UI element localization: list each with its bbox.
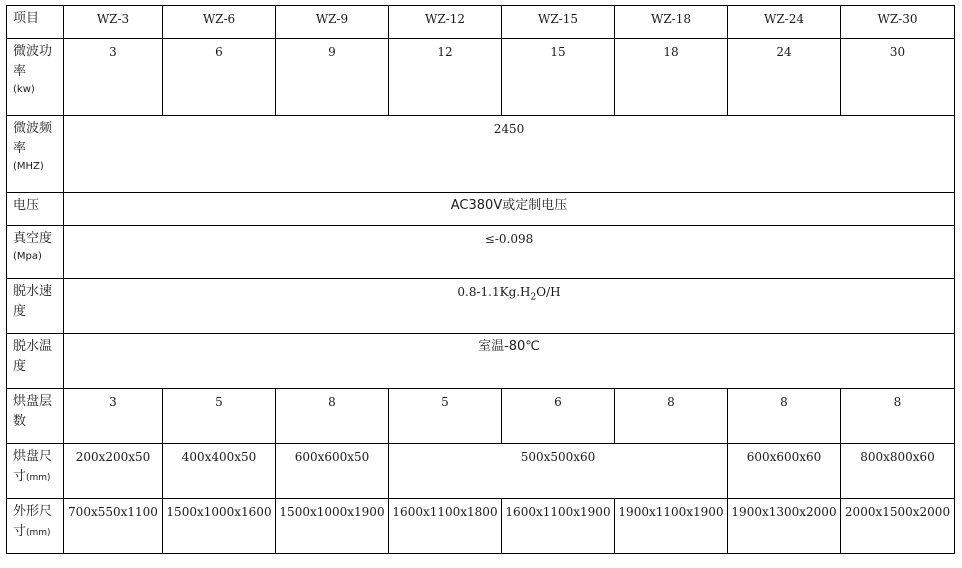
dehydration-rate-row <box>7 279 955 334</box>
outer-size-row <box>7 499 955 554</box>
dehydration-rate-label <box>7 279 64 334</box>
tray-layers-value: 5 <box>389 389 502 444</box>
power-value: 24 <box>728 39 841 116</box>
tray-layers-value: 8 <box>841 389 955 444</box>
power-value: 9 <box>276 39 389 116</box>
power-value: 15 <box>502 39 615 116</box>
frequency-label-line1: 微波频 <box>13 121 53 136</box>
outer-size-label <box>7 499 64 554</box>
outer-size-label-line1: 外形尺 <box>13 504 53 519</box>
dehydration-rate-suffix: O/H <box>536 285 561 299</box>
outer-size-value: 1600x1100x1800 <box>389 499 502 554</box>
tray-size-label-line1: 烘盘尺 <box>13 449 53 464</box>
tray-layers-label-line1: 烘盘层 <box>13 394 53 409</box>
dehydration-temp-label-line1: 脱水温 <box>13 339 53 354</box>
outer-size-value: 700x550x1100 <box>64 499 163 554</box>
frequency-unit: (MHZ) <box>13 161 44 172</box>
model-name: WZ-6 <box>163 6 276 39</box>
dehydration-rate-label-line1: 脱水速 <box>13 284 53 299</box>
power-value: 30 <box>841 39 955 116</box>
model-name: WZ-12 <box>389 6 502 39</box>
outer-size-label-line2: 寸 <box>13 524 27 539</box>
model-name: WZ-3 <box>64 6 163 39</box>
power-value: 6 <box>163 39 276 116</box>
frequency-label <box>7 116 64 193</box>
frequency-row <box>7 116 955 193</box>
dehydration-temp-label-line2: 度 <box>13 359 27 374</box>
spec-table <box>6 5 955 554</box>
header-row <box>7 6 955 39</box>
tray-size-value: 800x800x60 <box>841 444 955 499</box>
vacuum-label <box>7 226 64 279</box>
dehydration-rate-prefix: 0.8-1.1Kg.H <box>457 285 531 299</box>
tray-layers-label-line2: 数 <box>13 414 27 429</box>
voltage-label: 电压 <box>7 193 64 226</box>
outer-size-value: 1600x1100x1900 <box>502 499 615 554</box>
dehydration-rate-value <box>64 279 955 334</box>
vacuum-row <box>7 226 955 279</box>
dehydration-temp-value: 室温-80℃ <box>64 334 955 389</box>
tray-size-value: 200x200x50 <box>64 444 163 499</box>
tray-layers-row <box>7 389 955 444</box>
model-name: WZ-9 <box>276 6 389 39</box>
model-name: WZ-15 <box>502 6 615 39</box>
power-value: 18 <box>615 39 728 116</box>
tray-size-value: 600x600x60 <box>728 444 841 499</box>
vacuum-label-text: 真空度 <box>13 231 53 246</box>
outer-size-unit: (mm) <box>26 528 51 538</box>
dehydration-rate-label-line2: 度 <box>13 304 27 319</box>
outer-size-value: 1500x1000x1600 <box>163 499 276 554</box>
tray-size-value: 500x500x60 <box>389 444 728 499</box>
power-label-line2: 率 <box>13 64 27 79</box>
frequency-label-line2: 率 <box>13 141 27 156</box>
dehydration-temp-row <box>7 334 955 389</box>
tray-layers-value: 3 <box>64 389 163 444</box>
outer-size-value: 1500x1000x1900 <box>276 499 389 554</box>
power-row <box>7 39 955 116</box>
tray-layers-value: 6 <box>502 389 615 444</box>
model-name: WZ-30 <box>841 6 955 39</box>
tray-layers-value: 8 <box>615 389 728 444</box>
tray-layers-label <box>7 389 64 444</box>
power-label-line1: 微波功 <box>13 44 53 59</box>
tray-size-value: 400x400x50 <box>163 444 276 499</box>
tray-layers-value: 8 <box>276 389 389 444</box>
voltage-value: AC380V或定制电压 <box>64 193 955 226</box>
header-label: 项目 <box>7 6 64 39</box>
power-unit: (kw) <box>13 84 35 95</box>
dehydration-temp-label <box>7 334 64 389</box>
power-label <box>7 39 64 116</box>
tray-size-unit: (mm) <box>26 473 51 483</box>
model-name: WZ-18 <box>615 6 728 39</box>
power-value: 3 <box>64 39 163 116</box>
frequency-value: 2450 <box>64 116 955 193</box>
outer-size-value: 1900x1100x1900 <box>615 499 728 554</box>
tray-size-value: 600x600x50 <box>276 444 389 499</box>
outer-size-value: 2000x1500x2000 <box>841 499 955 554</box>
vacuum-value: ≤-0.098 <box>64 226 955 279</box>
vacuum-unit: (Mpa) <box>13 251 42 262</box>
tray-size-row <box>7 444 955 499</box>
tray-size-label <box>7 444 64 499</box>
outer-size-value: 1900x1300x2000 <box>728 499 841 554</box>
model-name: WZ-24 <box>728 6 841 39</box>
dehydration-rate-subscript: 2 <box>530 292 537 303</box>
power-value: 12 <box>389 39 502 116</box>
tray-layers-value: 8 <box>728 389 841 444</box>
tray-layers-value: 5 <box>163 389 276 444</box>
tray-size-label-line2: 寸 <box>13 469 27 484</box>
voltage-row <box>7 193 955 226</box>
